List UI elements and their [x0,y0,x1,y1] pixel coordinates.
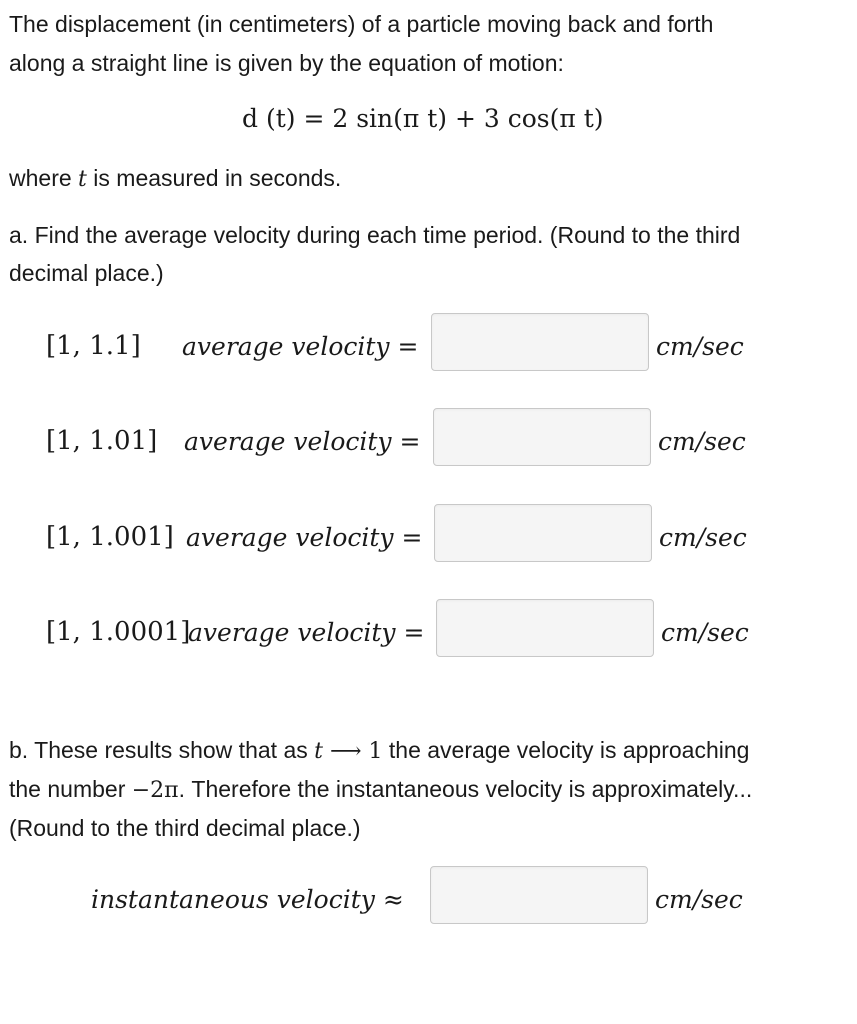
unit-label-1: cm/sec [656,332,744,361]
part-b-line-1 [9,731,749,771]
average-velocity-label-3: average velocity = [186,523,423,552]
part-b-line-1-prefix: b. These results show that as [9,737,315,763]
instantaneous-velocity-label: instantaneous velocity ≈ [91,885,404,914]
part-b-line-1-suffix: the average velocity is approaching [382,737,750,763]
part-b-limit-arrow: ⟶ 1 [322,739,383,764]
average-velocity-input-3[interactable] [434,504,652,562]
average-velocity-input-2[interactable] [433,408,651,466]
interval-label-3: [1, 1.001] [46,522,174,552]
part-b-line-2-suffix: . Therefore the instantaneous velocity is approximately... [178,776,753,802]
where-line [9,159,341,199]
part-b-line-2-prefix: the number [9,776,132,802]
part-b-line-3: (Round to the third decimal place.) [9,815,361,841]
average-velocity-input-1[interactable] [431,313,649,371]
part-b-limit-value: −2π [131,778,179,803]
average-velocity-label-1: average velocity = [182,332,419,361]
part-b-variable-t: t [314,739,323,764]
where-prefix: where [9,165,79,191]
intro-line-2: along a straight line is given by the equation of motion: [9,50,564,76]
part-a-line-2: decimal place.) [9,260,164,286]
unit-label-instantaneous: cm/sec [655,885,743,914]
average-velocity-input-4[interactable] [436,599,654,657]
part-a-line-1: a. Find the average velocity during each time period. (Round to the third [9,222,741,248]
interval-label-1: [1, 1.1] [46,331,141,361]
intro-line-1: The displacement (in centimeters) of a particle moving back and forth [9,11,714,37]
where-suffix: is measured in seconds. [86,165,342,191]
unit-label-4: cm/sec [661,618,749,647]
where-variable: t [78,167,87,192]
average-velocity-label-2: average velocity = [184,427,421,456]
average-velocity-label-4: average velocity = [188,618,425,647]
unit-label-2: cm/sec [658,427,746,456]
unit-label-3: cm/sec [659,523,747,552]
interval-label-4: [1, 1.0001] [46,617,191,647]
part-b-line-2 [9,770,752,810]
instantaneous-velocity-input[interactable] [430,866,648,924]
equation-of-motion: d (t) = 2 sin(π t) + 3 cos(π t) [242,104,604,133]
interval-label-2: [1, 1.01] [46,426,158,456]
